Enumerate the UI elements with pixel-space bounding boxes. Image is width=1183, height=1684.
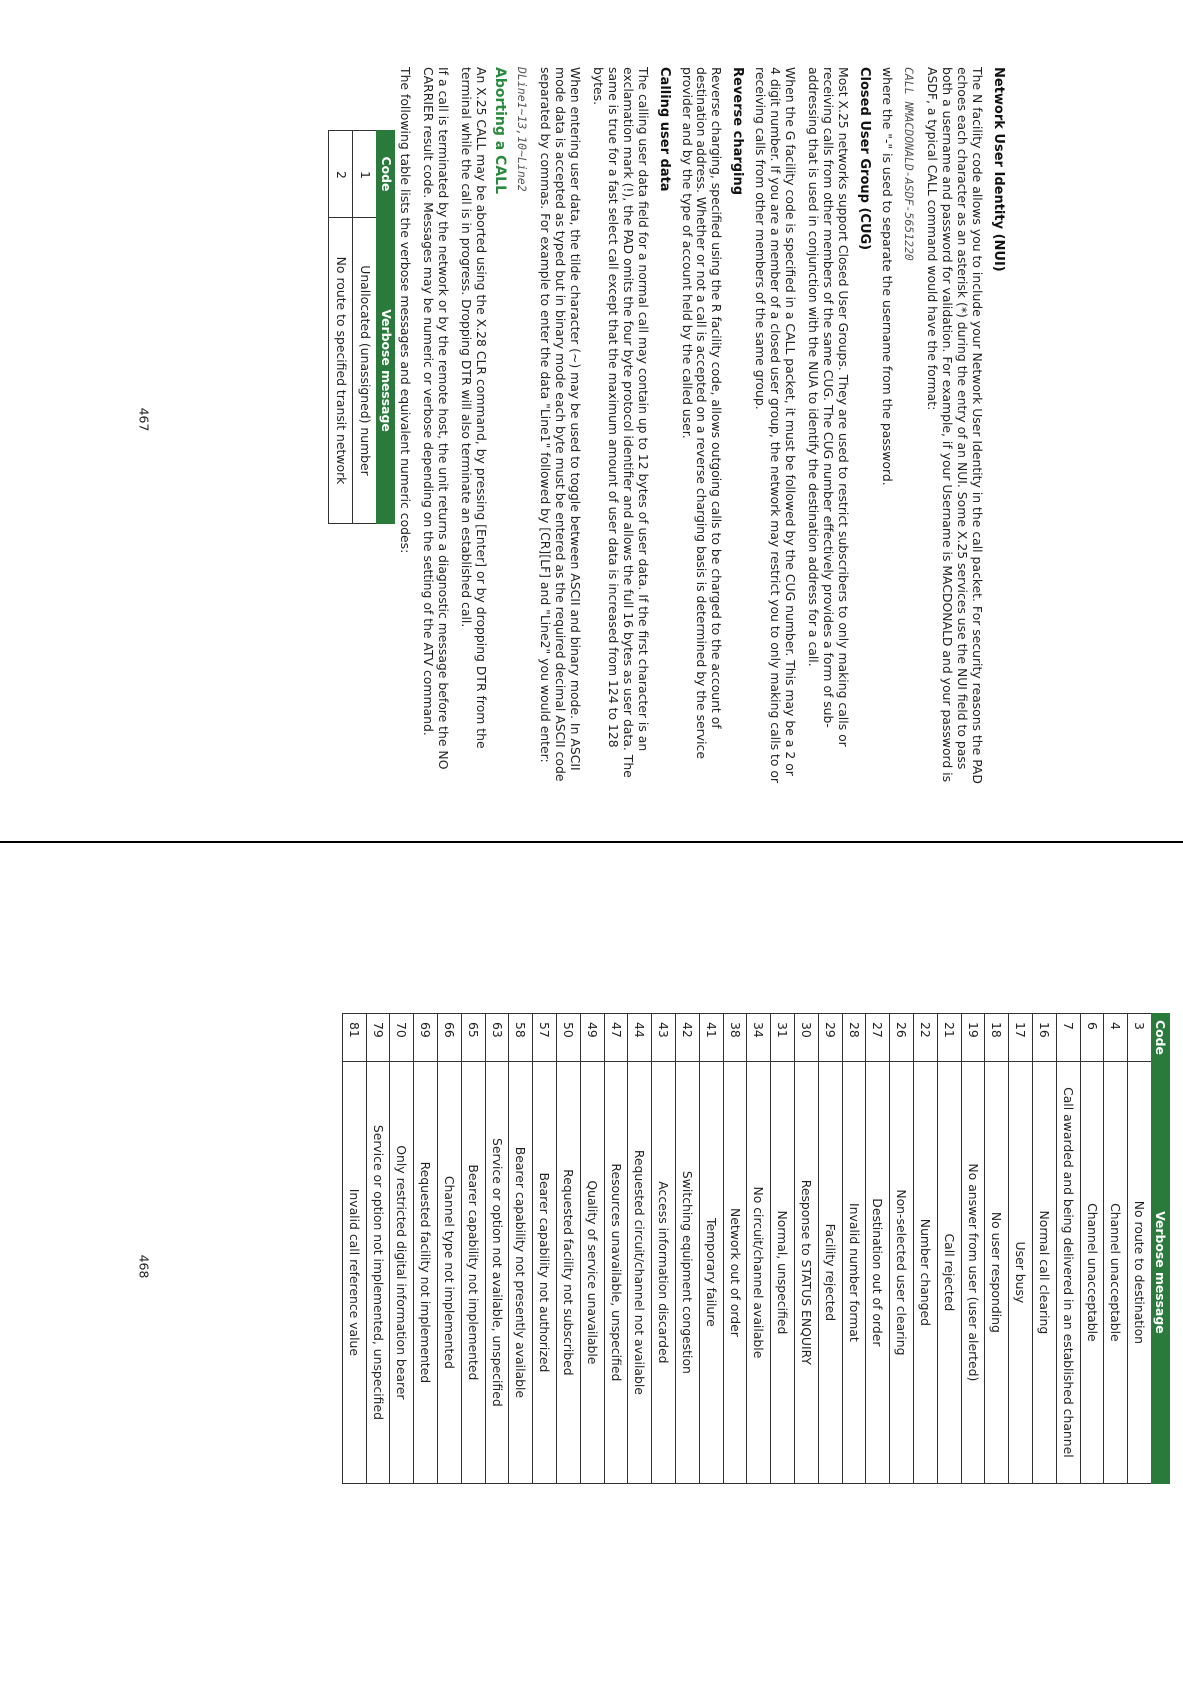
code-cell: 30 — [795, 1014, 819, 1062]
nui-paragraph: The N facility code allows you to include your Network User Identity in the call packet. For security reasons the PAD echoes each character as an asterisk (*) during the entry of an NUI. Some X.25 services use the NUI field to pass both a username and password for validation. For example, if your Username is MACDONALD and your password is ASDF, a typical CALL command would have the format: — [925, 67, 986, 784]
column-header-verbose-message: Verbose message — [377, 218, 395, 524]
table-row — [604, 1014, 628, 1484]
message-cell: Only restricted digital information bearer — [390, 1061, 414, 1483]
message-cell: Bearer capability not implemented — [461, 1061, 485, 1483]
message-cell: Access information discarded — [652, 1061, 676, 1483]
code-cell: 43 — [652, 1014, 676, 1062]
code-cell: 81 — [342, 1014, 366, 1062]
message-cell: No route to specified transit network — [329, 218, 353, 524]
table-row — [866, 1014, 890, 1484]
code-cell: 21 — [937, 1014, 961, 1062]
code-cell: 38 — [723, 1014, 747, 1062]
message-cell: Call rejected — [937, 1061, 961, 1483]
message-cell: Bearer capability not authorized — [533, 1061, 557, 1483]
code-cell: 70 — [390, 1014, 414, 1062]
message-cell: Requested facility not subscribed — [557, 1061, 581, 1483]
column-header-code: Code — [1152, 1014, 1170, 1062]
calling-user-data-paragraph-1: The calling user data field for a normal call may contain up to 12 bytes of user data. If the first character is an exclamation mark (!), the PAD omits the four byte protocol identifier and allows the full 16 bytes as user data. The same is true for a fast select call except that the maximum amount of user data is increased from 124 to 128 bytes. — [591, 67, 651, 778]
code-cell: 69 — [414, 1014, 438, 1062]
table-row — [329, 131, 353, 524]
message-cell: No user responding — [985, 1061, 1009, 1483]
message-cell: No circuit/channel available — [747, 1061, 771, 1483]
table-row — [890, 1014, 914, 1484]
table-row — [414, 1014, 438, 1484]
message-cell: Invalid call reference value — [342, 1061, 366, 1483]
table-row — [1033, 1014, 1057, 1484]
code-cell: 28 — [842, 1014, 866, 1062]
table-row — [461, 1014, 485, 1484]
table-row — [342, 1014, 366, 1484]
code-cell: 47 — [604, 1014, 628, 1062]
nui-note: where the "-" is used to separate the username from the password. — [879, 67, 895, 486]
table-row — [390, 1014, 414, 1484]
nui-example: CALL NMACDONALD-ASDF-5651220 — [902, 67, 917, 261]
message-cell: Resources unavailable, unspecified — [604, 1061, 628, 1483]
table-row — [580, 1014, 604, 1484]
message-cell: Switching equipment congestion — [676, 1061, 700, 1483]
code-cell: 6 — [1080, 1014, 1104, 1062]
message-cell: Channel unacceptable — [1104, 1061, 1128, 1483]
message-cell: Channel type not implemented — [438, 1061, 462, 1483]
aborting-call-heading: Aborting a CALL — [491, 67, 508, 195]
code-cell: 26 — [890, 1014, 914, 1062]
code-cell: 16 — [1033, 1014, 1057, 1062]
code-cell: 2 — [329, 131, 353, 218]
table-row — [676, 1014, 700, 1484]
table-row — [485, 1014, 509, 1484]
table-row — [723, 1014, 747, 1484]
calling-user-data-paragraph-2: When entering user data, the tilde character (~) may be used to toggle between ASCII and binary mode. In ASCII mode data is accepted as typed but in binary mode each byte must be entered as the required decimal ASCII code separated by commas. For example to enter the data "Line1" followed by [CR][LF] and "Line2" you would enter: — [538, 67, 584, 782]
message-cell: No route to destination — [1128, 1061, 1152, 1483]
code-cell: 42 — [676, 1014, 700, 1062]
diagnostic-codes-table-part-2 — [342, 1013, 1170, 1484]
column-header-verbose-message: Verbose message — [1152, 1061, 1170, 1483]
code-cell: 41 — [699, 1014, 723, 1062]
table-row — [628, 1014, 652, 1484]
table-row — [1056, 1014, 1080, 1484]
code-cell: 34 — [747, 1014, 771, 1062]
message-cell: Network out of order — [723, 1061, 747, 1483]
message-cell: Service or option not implemented, unspecified — [366, 1061, 390, 1483]
column-header-code: Code — [377, 131, 395, 218]
message-cell: Unallocated (unassigned) number — [353, 218, 377, 524]
table-row — [747, 1014, 771, 1484]
code-cell: 66 — [438, 1014, 462, 1062]
table-row — [1009, 1014, 1033, 1484]
message-cell: Response to STATUS ENQUIRY — [795, 1061, 819, 1483]
diagnostic-codes-table-part-1 — [328, 130, 395, 524]
table-row — [985, 1014, 1009, 1484]
message-cell: Requested facility not implemented — [414, 1061, 438, 1483]
table-row — [961, 1014, 985, 1484]
message-cell: Bearer capability not presently available — [509, 1061, 533, 1483]
message-cell: Quality of service unavailable — [580, 1061, 604, 1483]
table-row — [818, 1014, 842, 1484]
code-cell: 50 — [557, 1014, 581, 1062]
table-row — [533, 1014, 557, 1484]
code-cell: 79 — [366, 1014, 390, 1062]
code-cell: 58 — [509, 1014, 533, 1062]
aborting-call-paragraph-2: If a call is terminated by the network or by the remote host, the unit returns a diagnostic message before the NO CARRIER result code. Messages may be numeric or verbose depending on the setting of the ATV command. — [420, 67, 451, 770]
code-cell: 65 — [461, 1014, 485, 1062]
table-row — [557, 1014, 581, 1484]
reverse-charging-paragraph: Reverse charging, specified using the R facility code, allows outgoing calls to be charged to the account of destination address. Whether or not a call is accepted on a reverse charging basis is determined by the service provider and by the type of account held by the called user. — [679, 67, 725, 759]
code-cell: 29 — [818, 1014, 842, 1062]
page-number-468: 468 — [136, 1254, 152, 1279]
code-cell: 3 — [1128, 1014, 1152, 1062]
table-row — [699, 1014, 723, 1484]
page-467-body — [328, 67, 1005, 787]
table-row — [353, 131, 377, 524]
table-row — [1104, 1014, 1128, 1484]
message-cell: Normal, unspecified — [771, 1061, 795, 1483]
code-cell: 44 — [628, 1014, 652, 1062]
page-468 — [0, 842, 1183, 1683]
table-row — [438, 1014, 462, 1484]
message-cell: User busy — [1009, 1061, 1033, 1483]
message-cell: Channel unacceptable — [1080, 1061, 1104, 1483]
message-cell: Normal call clearing — [1033, 1061, 1057, 1483]
code-cell: 18 — [985, 1014, 1009, 1062]
table-row — [795, 1014, 819, 1484]
aborting-call-paragraph-1: An X.25 CALL may be aborted using the X.28 CLR command, by pressing [Enter] or by dropping DTR from the terminal while the call is in progress. Dropping DTR will also terminate an established call. — [458, 67, 489, 749]
message-cell: Destination out of order — [866, 1061, 890, 1483]
message-cell: Service or option not available, unspecified — [485, 1061, 509, 1483]
code-cell: 19 — [961, 1014, 985, 1062]
code-cell: 63 — [485, 1014, 509, 1062]
cug-paragraph-1: Most X.25 networks support Closed User Groups. They are used to restrict subscribers to only making calls or receiving calls from other members of the same CUG. The CUG number effectively provides a form of sub-addressing that is used in conjunction with the NUA to identify the destination address for a call. — [805, 67, 851, 747]
message-cell: Facility rejected — [818, 1061, 842, 1483]
message-cell: Number changed — [914, 1061, 938, 1483]
message-cell: Invalid number format — [842, 1061, 866, 1483]
code-cell: 49 — [580, 1014, 604, 1062]
table-header-row — [1152, 1014, 1170, 1484]
code-cell: 17 — [1009, 1014, 1033, 1062]
table-row — [914, 1014, 938, 1484]
calling-user-data-example: DLine1~13,10~Line2 — [515, 67, 530, 192]
table-row — [1080, 1014, 1104, 1484]
code-cell: 4 — [1104, 1014, 1128, 1062]
table-row — [1128, 1014, 1152, 1484]
code-cell: 31 — [771, 1014, 795, 1062]
table-row — [366, 1014, 390, 1484]
code-cell: 7 — [1056, 1014, 1080, 1062]
code-cell: 57 — [533, 1014, 557, 1062]
message-cell: Non-selected user clearing — [890, 1061, 914, 1483]
code-cell: 22 — [914, 1014, 938, 1062]
table-header-row — [377, 131, 395, 524]
table-row — [937, 1014, 961, 1484]
table-row — [652, 1014, 676, 1484]
aborting-call-paragraph-3: The following table lists the verbose messages and equivalent numeric codes: — [398, 67, 413, 554]
cug-paragraph-2: When the G facility code is specified in a CALL packet, it must be followed by the CUG number. This may be a 2 or 4 digit number. If you are a member of a closed user group, the network may restrict you to only making calls to or receiving calls from other members of the same group. — [753, 67, 799, 784]
reverse-charging-heading: Reverse charging — [730, 67, 746, 196]
message-cell: Requested circuit/channel not available — [628, 1061, 652, 1483]
message-cell: No answer from user (user alerted) — [961, 1061, 985, 1483]
table-row — [771, 1014, 795, 1484]
page-number-467: 467 — [136, 407, 152, 432]
table-row — [509, 1014, 533, 1484]
code-cell: 1 — [353, 131, 377, 218]
message-cell: Temporary failure — [699, 1061, 723, 1483]
nui-heading: Network User Identity (NUI) — [991, 67, 1006, 272]
code-cell: 27 — [866, 1014, 890, 1062]
cug-heading: Closed User Group (CUG) — [856, 67, 872, 251]
calling-user-data-heading: Calling user data — [656, 67, 672, 192]
message-cell: Call awarded and being delivered in an established channel — [1056, 1061, 1080, 1483]
table-row — [842, 1014, 866, 1484]
